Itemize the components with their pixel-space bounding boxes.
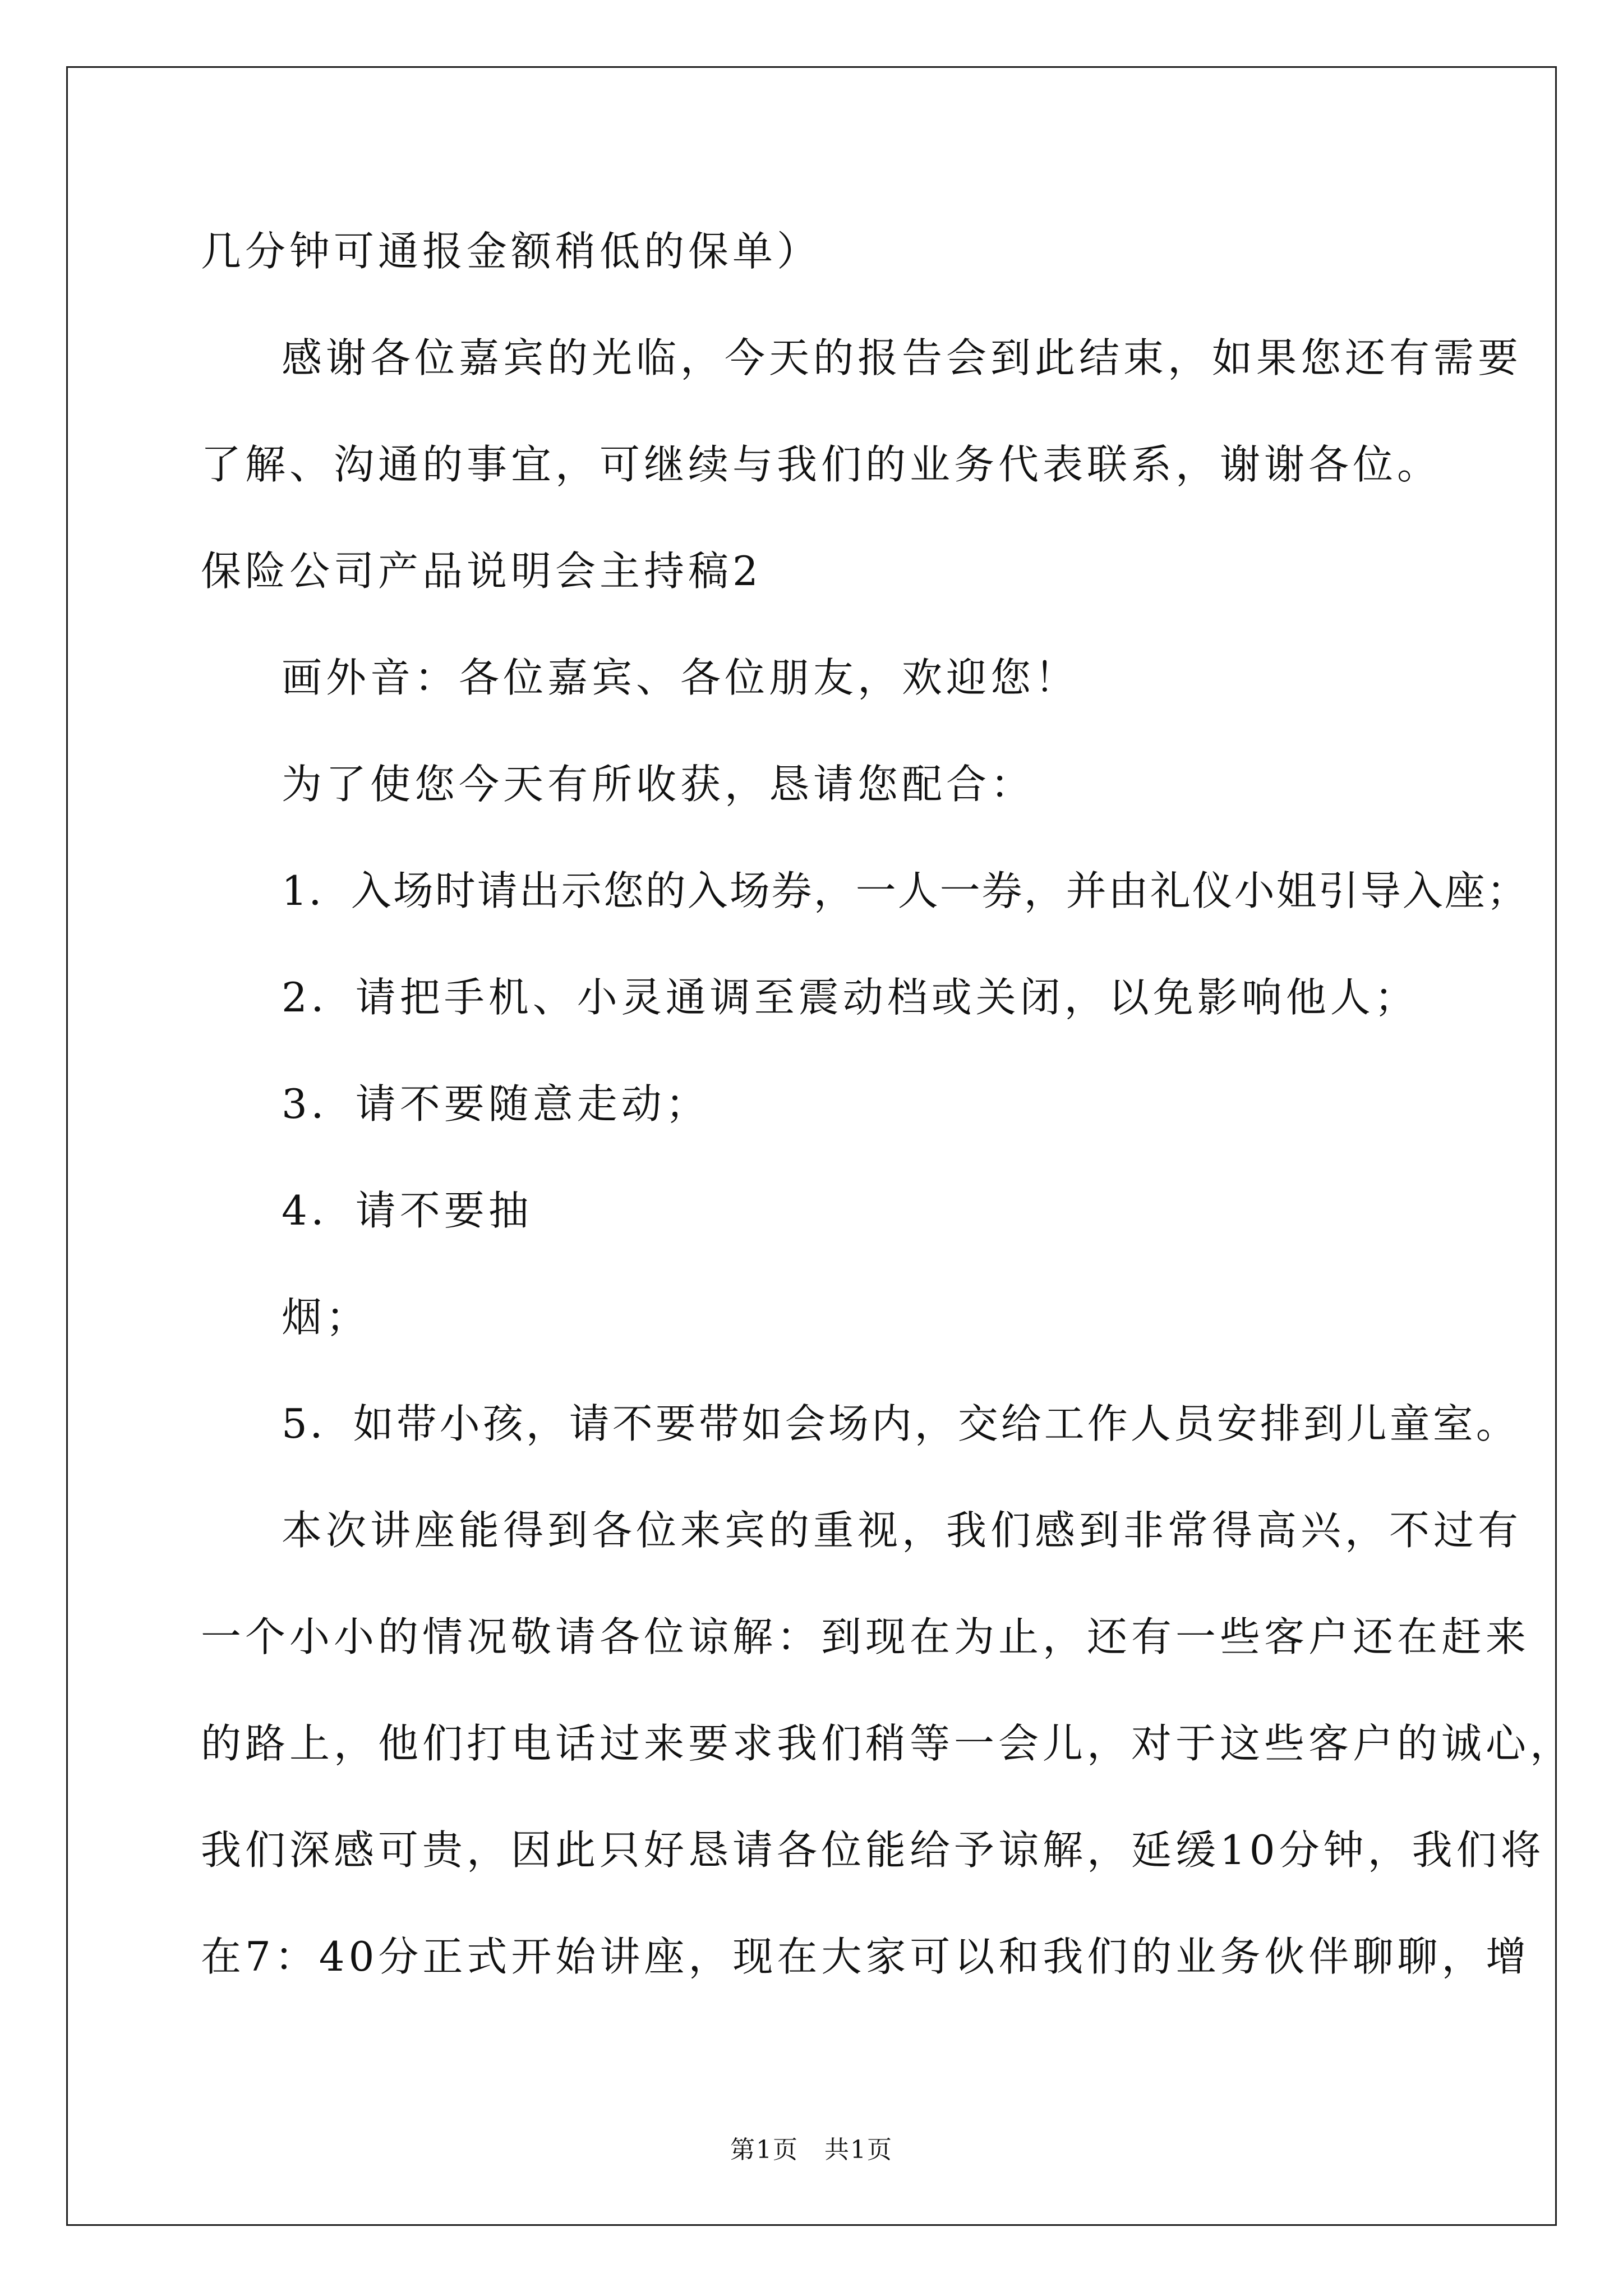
list-item: 3．请不要随意走动； [282, 1080, 710, 1128]
list-item: 2．请把手机、小灵通调至震动档或关闭，以免影响他人； [282, 974, 1419, 1021]
text-line: 画外音：各位嘉宾、各位朋友，欢迎您！ [282, 654, 1080, 701]
text-line: 几分钟可通报金额稍低的保单） [201, 228, 822, 275]
text-line: 了解、沟通的事宜，可继续与我们的业务代表联系，谢谢各位。 [201, 441, 1442, 488]
text-line: 在7：40分正式开始讲座，现在大家可以和我们的业务伙伴聊聊，增 [201, 1933, 1530, 1980]
page-border [66, 66, 1557, 2226]
list-item: 4．请不要抽 [282, 1187, 533, 1234]
text-line: 的路上，他们打电话过来要求我们稍等一会儿，对于这些客户的诚心， [201, 1720, 1575, 1767]
text-line: 一个小小的情况敬请各位谅解：到现在为止，还有一些客户还在赶来 [201, 1613, 1530, 1660]
list-item: 1．入场时请出示您的入场券，一人一券，并由礼仪小姐引导入座； [282, 867, 1529, 914]
section-heading: 保险公司产品说明会主持稿2 [201, 547, 762, 595]
page-footer: 第1页 共1页 [730, 2136, 893, 2164]
text-line: 本次讲座能得到各位来宾的重视，我们感到非常得高兴，不过有 [282, 1507, 1523, 1554]
list-item: 5．如带小孩，请不要带如会场内，交给工作人员安排到儿童室。 [282, 1400, 1519, 1447]
text-line: 感谢各位嘉宾的光临，今天的报告会到此结束，如果您还有需要 [282, 334, 1523, 381]
text-line: 烟； [282, 1294, 371, 1341]
text-line: 我们深感可贵，因此只好恳请各位能给予谅解，延缓10分钟，我们将 [201, 1826, 1545, 1874]
text-line: 为了使您今天有所收获，恳请您配合： [282, 761, 1035, 808]
